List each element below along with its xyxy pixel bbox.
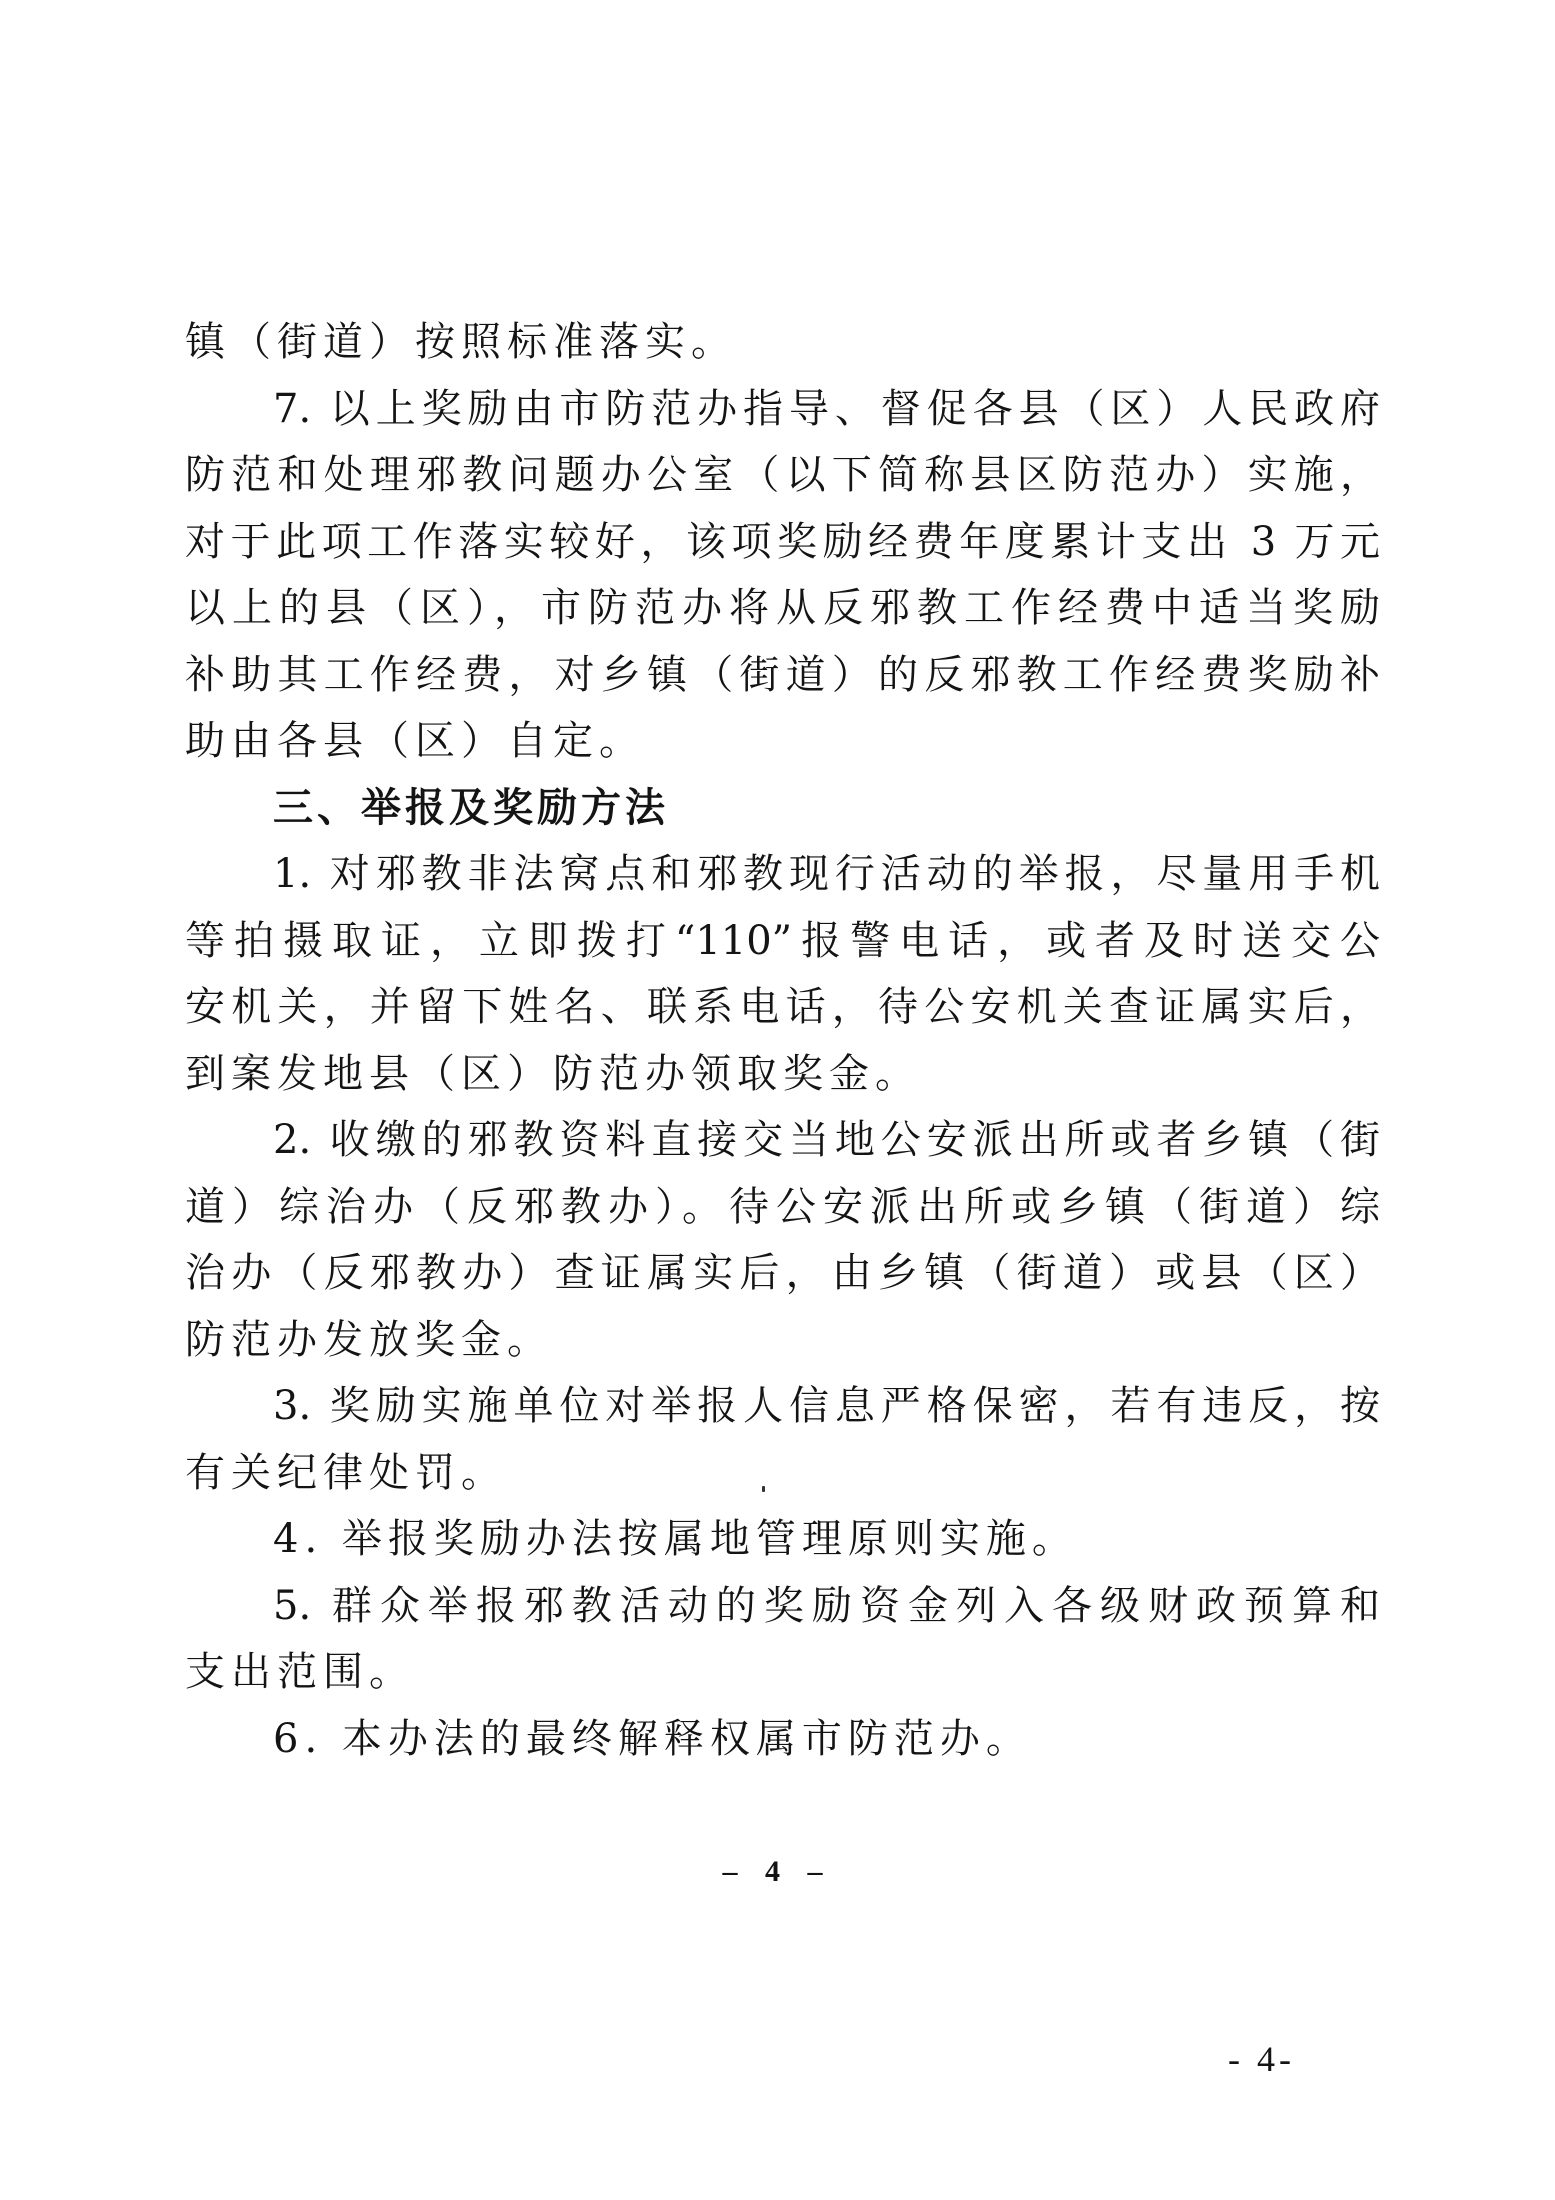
paragraph-line: 7. 以上奖励由市防范办指导、督促各县（区）人民政府 [273, 385, 1380, 432]
paragraph-line: 2. 收缴的邪教资料直接交当地公安派出所或者乡镇（街 [273, 1117, 1380, 1163]
paragraph-line: 1. 对邪教非法窝点和邪教现行活动的举报，尽量用手机 [273, 851, 1380, 897]
paragraph-line: 到案发地县（区）防范办领取奖金。 [185, 1050, 921, 1097]
paragraph-line: 镇（街道）按照标准落实。 [185, 319, 737, 365]
paragraph-line: 安机关，并留下姓名、联系电话，待公安机关查证属实后， [185, 984, 1380, 1030]
paragraph-line: 等拍摄取证，立即拨打“110”报警电话，或者及时送交公 [185, 917, 1380, 964]
paragraph-line: 补助其工作经费，对乡镇（街道）的反邪教工作经费奖励补 [185, 651, 1380, 698]
section-heading: 三、举报及奖励方法 [273, 784, 669, 831]
paragraph-line: 助由各县（区）自定。 [185, 718, 645, 764]
paragraph-line: 防范和处理邪教问题办公室（以下简称县区防范办）实施， [185, 452, 1380, 498]
paragraph-line: 以上的县（区），市防范办将从反邪教工作经费中适当奖励 [185, 585, 1380, 631]
paragraph-line: 道）综治办（反邪教办）。待公安派出所或乡镇（街道）综 [185, 1183, 1380, 1230]
paragraph-line: 4. 举报奖励办法按属地管理原则实施。 [273, 1516, 1078, 1562]
page-number-corner: - 4- [1228, 2039, 1295, 2079]
paragraph-line: 防范办发放奖金。 [185, 1316, 553, 1363]
paragraph-line: 治办（反邪教办）查证属实后，由乡镇（街道）或县（区） [185, 1250, 1380, 1296]
scan-speck [762, 1486, 765, 1492]
page-number-center: – 4 – [722, 1855, 833, 1888]
paragraph-line: 支出范围。 [185, 1649, 415, 1695]
paragraph-line: 5. 群众举报邪教活动的奖励资金列入各级财政预算和 [273, 1582, 1380, 1629]
paragraph-line: 6. 本办法的最终解释权属市防范办。 [273, 1715, 1032, 1762]
paragraph-line: 有关纪律处罚。 [185, 1449, 507, 1496]
paragraph-line: 3. 奖励实施单位对举报人信息严格保密，若有违反，按 [273, 1383, 1380, 1429]
paragraph-line: 对于此项工作落实较好，该项奖励经费年度累计支出 3 万元 [185, 518, 1380, 565]
